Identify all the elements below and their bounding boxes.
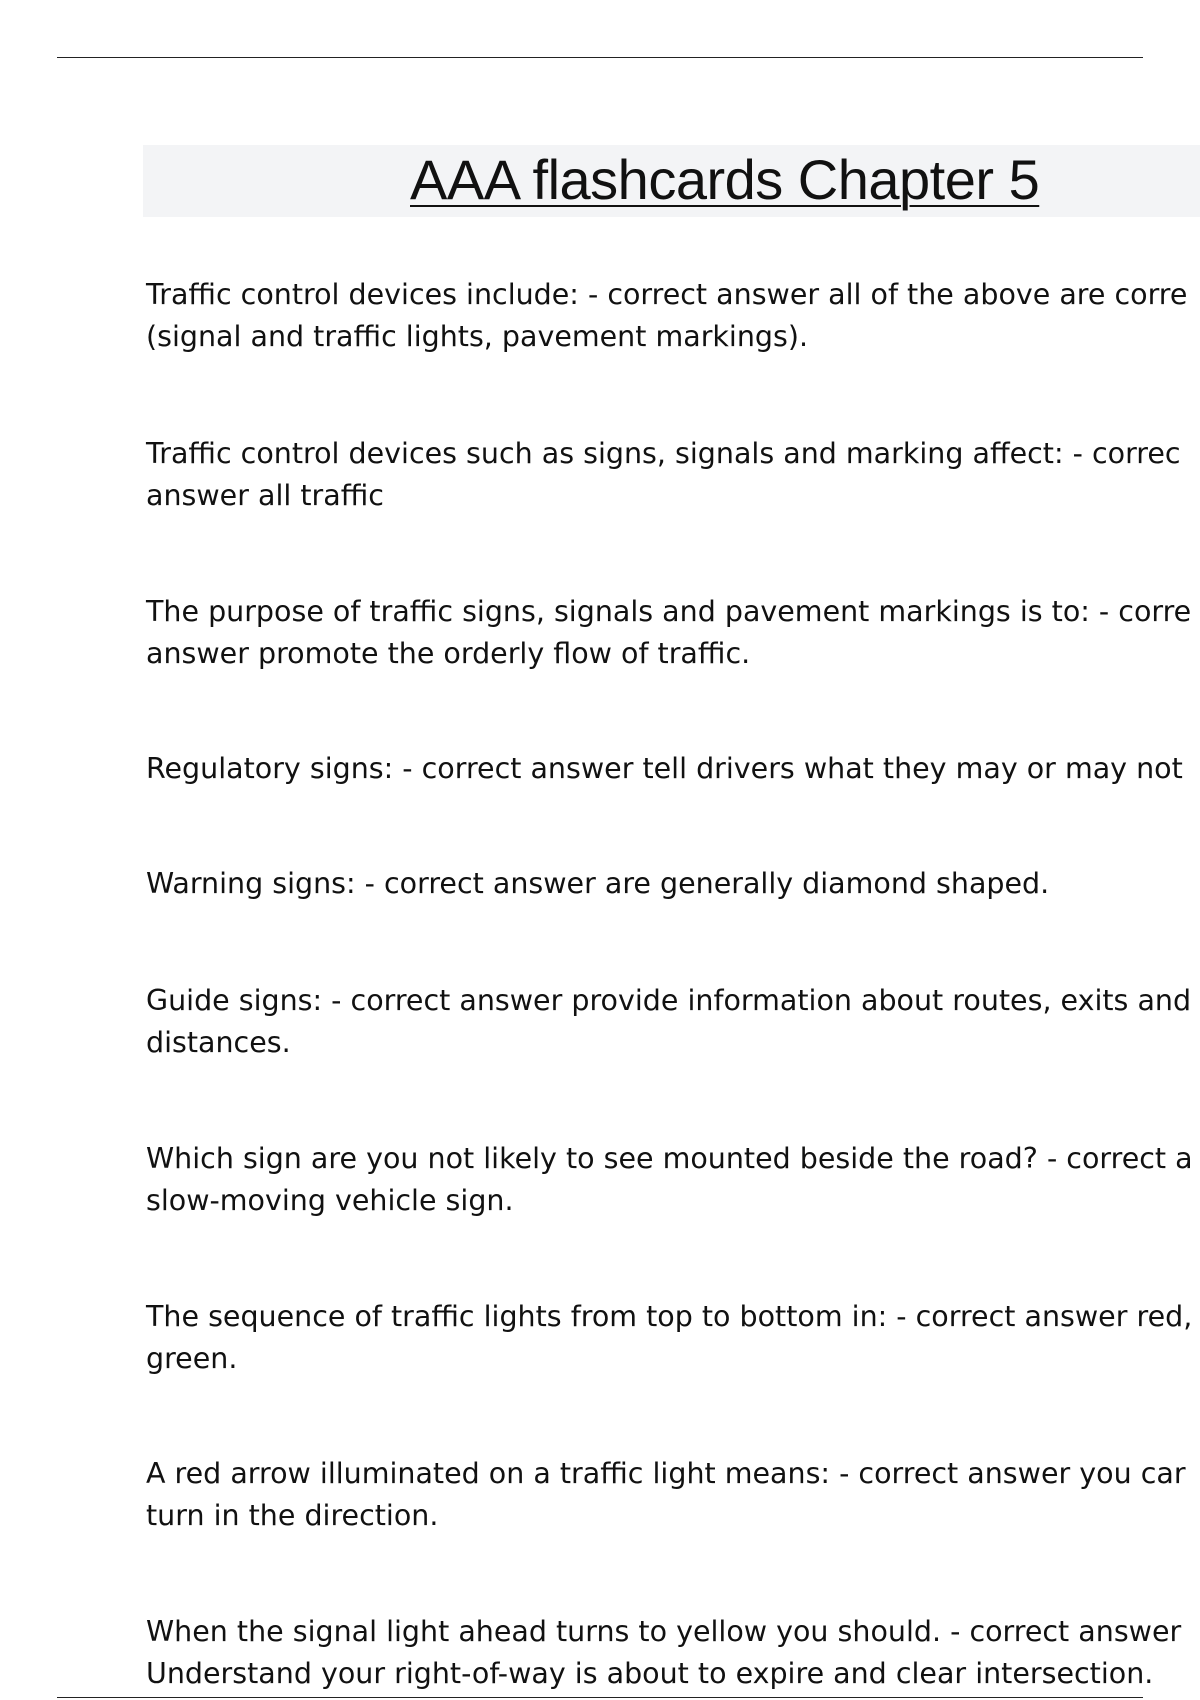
flashcard-line: Warning signs: - correct answer are generally diamond shaped. [146,867,1050,900]
flashcard-1 [146,274,1200,358]
flashcard-line: (signal and traffic lights, pavement markings). [146,320,809,353]
bottom-rule [57,1697,1143,1698]
flashcard-line: green. [146,1342,238,1375]
flashcard-line: answer promote the orderly flow of traffic. [146,637,751,670]
page-title: AAA flashcards Chapter 5 [410,148,1040,211]
flashcard-line: A red arrow illuminated on a traffic light means: - correct answer you car [146,1457,1186,1490]
flashcard-line: Guide signs: - correct answer provide information about routes, exits and [146,984,1192,1017]
flashcard-10 [146,1611,1200,1695]
top-rule [57,57,1143,58]
flashcard-2 [146,433,1200,517]
flashcard-9 [146,1453,1200,1537]
flashcard-line: The purpose of traffic signs, signals and pavement markings is to: - corre [146,595,1192,628]
flashcard-6 [146,980,1200,1064]
flashcard-line: Understand your right-of-way is about to expire and clear intersection. [146,1657,1154,1690]
flashcard-line: turn in the direction. [146,1499,439,1532]
flashcard-7 [146,1138,1200,1222]
flashcard-8 [146,1296,1200,1380]
flashcard-line: The sequence of traffic lights from top to bottom in: - correct answer red, [146,1300,1193,1333]
flashcard-line: distances. [146,1026,291,1059]
flashcard-line: slow-moving vehicle sign. [146,1184,514,1217]
flashcard-3 [146,591,1200,675]
flashcard-line: Traffic control devices include: - correct answer all of the above are corre [146,278,1188,311]
flashcard-line: answer all traffic [146,479,384,512]
flashcard-line: Regulatory signs: - correct answer tell drivers what they may or may not [146,752,1183,785]
flashcard-line: Traffic control devices such as signs, signals and marking affect: - correc [146,437,1181,470]
flashcard-4 [146,748,1200,790]
flashcard-line: When the signal light ahead turns to yellow you should. - correct answer [146,1615,1182,1648]
flashcard-5 [146,863,1200,905]
flashcard-line: Which sign are you not likely to see mounted beside the road? - correct a [146,1142,1193,1175]
